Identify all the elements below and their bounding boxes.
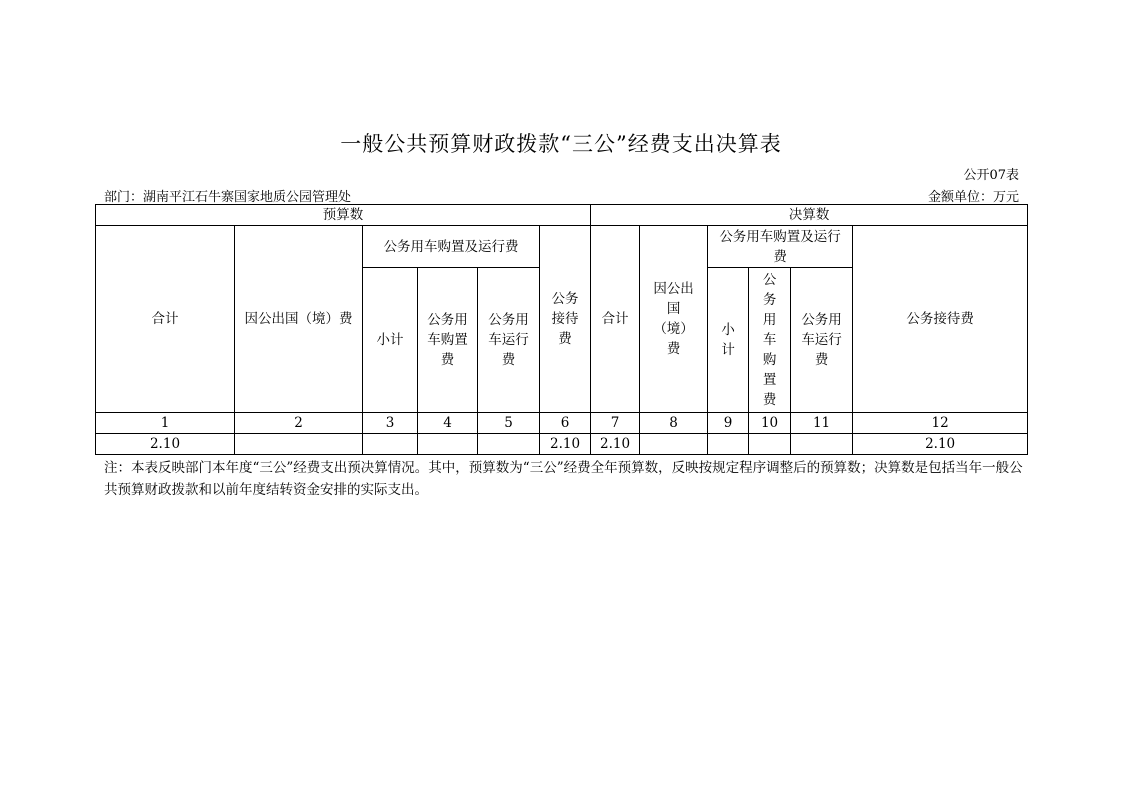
three-public-expenditure-table xyxy=(95,204,1028,455)
index-cell: 12 xyxy=(853,413,1028,434)
final-subtotal-value xyxy=(708,434,749,455)
final-total-value: 2.10 xyxy=(591,434,640,455)
budget-operation-value xyxy=(478,434,540,455)
index-cell: 4 xyxy=(418,413,478,434)
final-reception-value: 2.10 xyxy=(853,434,1028,455)
index-cell: 6 xyxy=(540,413,591,434)
index-cell: 1 xyxy=(96,413,235,434)
final-vehicle-group-header: 公务用车购置及运行费 xyxy=(708,226,853,268)
page-title: 一般公共预算财政拨款“三公”经费支出决算表 xyxy=(340,132,782,156)
budget-operation-header: 公务用车运行费 xyxy=(478,268,540,413)
budget-purchase-header: 公务用车购置费 xyxy=(418,268,478,413)
index-row xyxy=(96,413,1028,434)
form-number: 公开07表 xyxy=(963,168,1019,183)
index-cell: 7 xyxy=(591,413,640,434)
index-cell: 2 xyxy=(235,413,363,434)
budget-abroad-header: 因公出国（境）费 xyxy=(235,226,363,413)
final-total-header: 合计 xyxy=(591,226,640,413)
amount-unit-label: 金额单位：万元 xyxy=(927,190,1019,205)
final-abroad-header: 因公出国（境）费 xyxy=(640,226,708,413)
column-header-row xyxy=(96,226,1028,268)
final-purchase-value xyxy=(749,434,791,455)
footnote: 注：本表反映部门本年度“三公”经费支出预决算情况。其中，预算数为“三公”经费全年预算数，反映按规定程序调整后的预算数；决算数是包括当年一般公共预算财政拨款和以前年度结转资金安排的实际支出。 xyxy=(104,460,1023,498)
final-purchase-header: 公务用车购置费 xyxy=(749,268,791,413)
budget-total-header: 合计 xyxy=(96,226,235,413)
department-label: 部门：湖南平江石牛寨国家地质公园管理处 xyxy=(104,190,352,205)
budget-reception-value: 2.10 xyxy=(540,434,591,455)
budget-total-value: 2.10 xyxy=(96,434,235,455)
group-header-row xyxy=(96,205,1028,226)
data-row xyxy=(96,434,1028,455)
budget-group-header: 预算数 xyxy=(96,205,591,226)
index-cell: 5 xyxy=(478,413,540,434)
final-group-header: 决算数 xyxy=(591,205,1028,226)
budget-purchase-value xyxy=(418,434,478,455)
final-operation-value xyxy=(791,434,853,455)
final-abroad-value xyxy=(640,434,708,455)
budget-reception-header: 公务接待费 xyxy=(540,226,591,413)
final-reception-header: 公务接待费 xyxy=(853,226,1028,413)
final-subtotal-header: 小计 xyxy=(708,268,749,413)
budget-subtotal-value xyxy=(363,434,418,455)
budget-abroad-value xyxy=(235,434,363,455)
budget-subtotal-header: 小计 xyxy=(363,268,418,413)
index-cell: 9 xyxy=(708,413,749,434)
budget-vehicle-group-header: 公务用车购置及运行费 xyxy=(363,226,540,268)
index-cell: 10 xyxy=(749,413,791,434)
index-cell: 11 xyxy=(791,413,853,434)
final-operation-header: 公务用车运行费 xyxy=(791,268,853,413)
index-cell: 3 xyxy=(363,413,418,434)
index-cell: 8 xyxy=(640,413,708,434)
